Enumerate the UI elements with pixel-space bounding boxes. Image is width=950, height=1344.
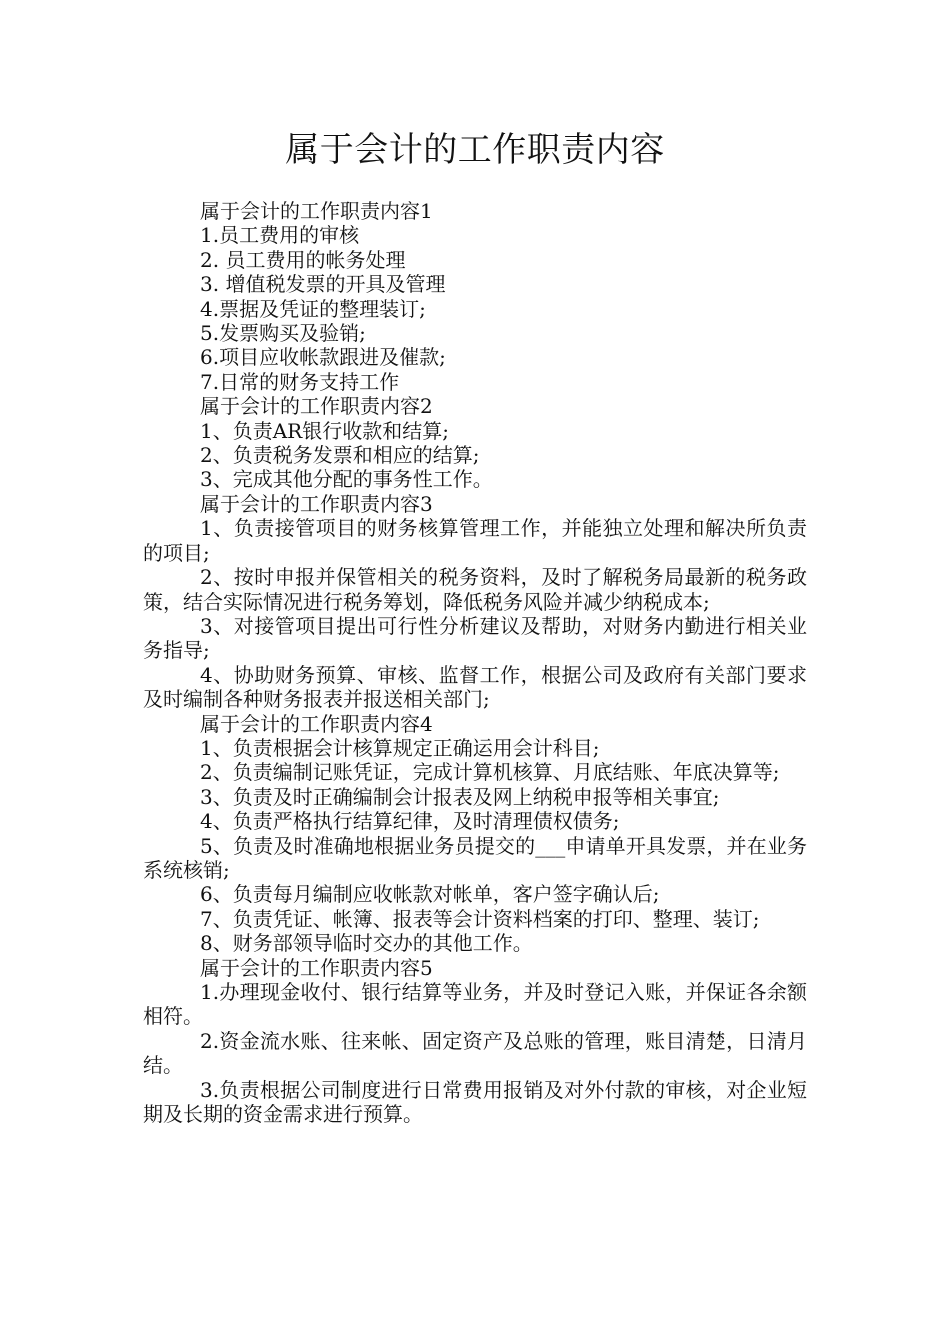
list-item: 1、负责根据会计核算规定正确运用会计科目; (200, 735, 600, 760)
list-item: 1、负责接管项目的财务核算管理工作，并能独立处理和解决所负责的项目; (143, 516, 807, 565)
list-item: 2.资金流水账、往来帐、固定资产及总账的管理，账目清楚，日清月结。 (143, 1028, 807, 1078)
list-item: 2. 员工费用的帐务处理 (200, 247, 406, 272)
list-item: 3.负责根据公司制度进行日常费用报销及对外付款的审核，对企业短期及长期的资金需求进行预算。 (143, 1077, 807, 1127)
section-heading: 属于会计的工作职责内容1 (200, 199, 433, 223)
list-item: 4、负责严格执行结算纪律，及时清理债权债务; (200, 809, 620, 834)
list-item: 5、负责及时准确地根据业务员提交的___申请单开具发票，并在业务系统核销; (143, 833, 807, 882)
list-item: 5.发票购买及验销; (200, 321, 366, 346)
list-item: 1、负责AR银行收款和结算; (200, 418, 449, 443)
list-item: 1.员工费用的审核 (200, 223, 360, 248)
list-item: 2、按时申报并保管相关的税务资料，及时了解税务局最新的税务政策，结合实际情况进行税务筹划，降低税务风险并减少纳税成本; (143, 565, 807, 614)
list-item: 3、对接管项目提出可行性分析建议及帮助，对财务内勤进行相关业务指导; (143, 613, 807, 663)
list-item: 4、协助财务预算、审核、监督工作，根据公司及政府有关部门要求及时编制各种财务报表并报送相关部门; (143, 662, 807, 712)
list-item: 4.票据及凭证的整理装订; (200, 296, 426, 321)
document-title: 属于会计的工作职责内容 (285, 130, 665, 170)
section-heading: 属于会计的工作职责内容3 (200, 491, 433, 516)
list-item: 6.项目应收帐款跟进及催款; (200, 345, 446, 370)
section-heading: 属于会计的工作职责内容2 (200, 394, 433, 419)
list-item: 6、负责每月编制应收帐款对帐单，客户签字确认后; (200, 882, 660, 907)
list-item: 2、负责编制记账凭证，完成计算机核算、月底结账、年底决算等; (200, 760, 780, 785)
section-heading: 属于会计的工作职责内容5 (200, 955, 433, 980)
section-heading: 属于会计的工作职责内容4 (200, 711, 433, 736)
list-item: 3、完成其他分配的事务性工作。 (200, 467, 493, 492)
list-item: 2、负责税务发票和相应的结算; (200, 443, 480, 468)
list-item: 7、负责凭证、帐簿、报表等会计资料档案的打印、整理、装订; (200, 906, 760, 931)
list-item: 8、财务部领导临时交办的其他工作。 (200, 931, 533, 956)
list-item: 1.办理现金收付、银行结算等业务，并及时登记入账，并保证各余额相符。 (143, 980, 807, 1029)
list-item: 3. 增值税发票的开具及管理 (200, 272, 446, 297)
list-item: 3、负责及时正确编制会计报表及网上纳税申报等相关事宜; (200, 784, 720, 809)
list-item: 7.日常的财务支持工作 (200, 369, 400, 394)
document-body (143, 199, 807, 1126)
